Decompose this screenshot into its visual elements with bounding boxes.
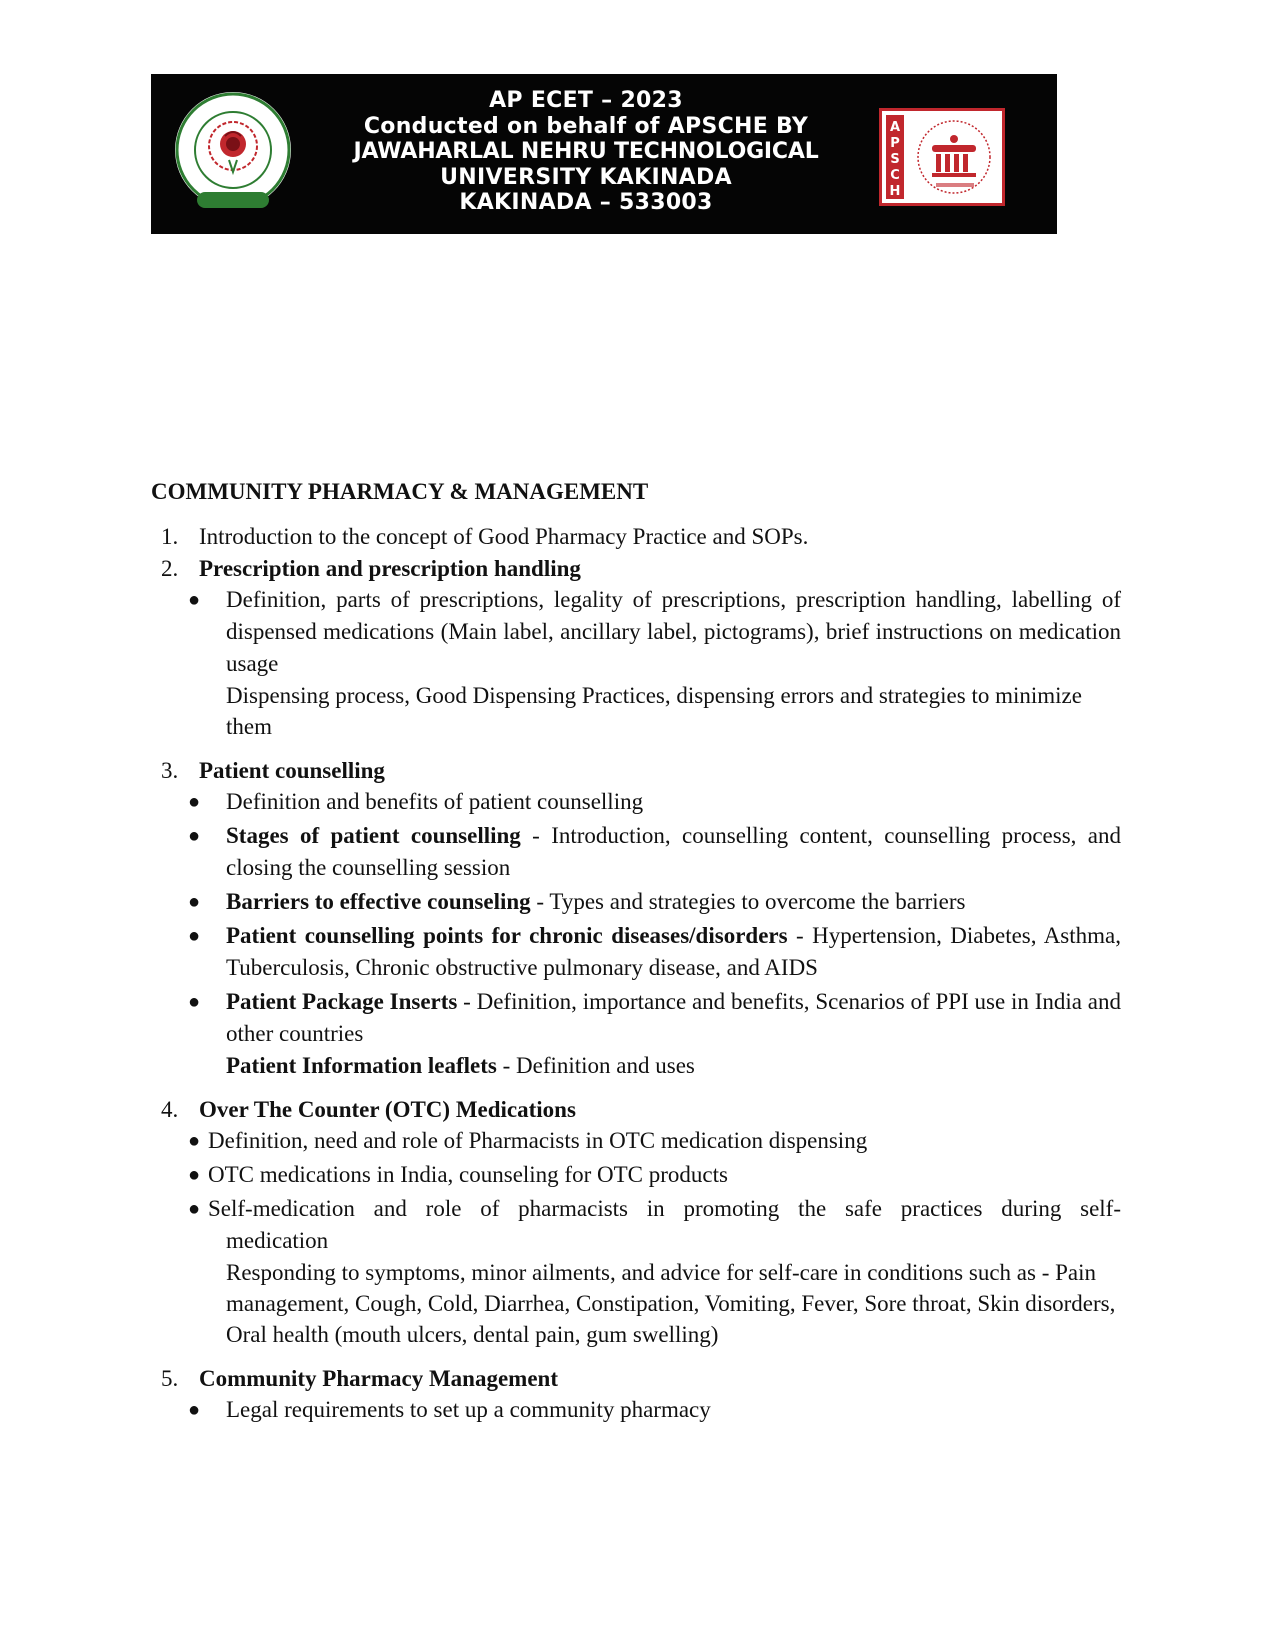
list-item: [151, 920, 1121, 984]
section-number: 3.: [161, 758, 179, 783]
apsche-logo: [879, 108, 1005, 206]
section-heading-text: Community Pharmacy Management: [199, 1366, 559, 1391]
bullet-icon: ●: [188, 1399, 201, 1421]
list-item-extra-text: - Definition and uses: [496, 1053, 695, 1078]
list-item: [151, 786, 1121, 818]
bullet-list: [151, 1125, 1121, 1350]
list-item-extra-bold-text: Patient Information leaflets: [226, 1053, 497, 1078]
section-heading: [151, 1095, 1121, 1125]
list-item: [151, 886, 1121, 918]
section-1: [151, 522, 1121, 552]
bullet-list: [151, 584, 1121, 742]
list-item-text: - Types and strategies to overcome the barriers: [530, 889, 966, 914]
header-banner: [151, 74, 1057, 234]
list-item-text: Definition, need and role of Pharmacists in OTC medication dispensing: [208, 1128, 868, 1153]
list-item-text: - Introduction, counselling content, counselling process, and closing the counselling session: [226, 823, 1121, 880]
list-item-bold-text: Patient counselling points for chronic diseases/disorders: [226, 923, 788, 948]
section-5: [151, 1364, 1121, 1426]
list-item-extra-text: Dispensing process, Good Dispensing Practices, dispensing errors and strategies to minimize them: [226, 683, 1082, 739]
section-heading: [151, 522, 1121, 552]
list-item-text: Definition, parts of prescriptions, legality of prescriptions, prescription handling, labelling of dispensed medications (Main label, ancillary label, pictograms), brief instructions on medication usage: [226, 587, 1121, 676]
section-heading-text: Introduction to the concept of Good Pharmacy Practice and SOPs.: [199, 524, 809, 549]
banner-line-conducted: Conducted on behalf of APSCHE BY: [363, 113, 809, 139]
syllabus-document: [151, 478, 1121, 1434]
bullet-icon: ●: [188, 589, 201, 611]
svg-text:A: A: [889, 120, 901, 135]
list-item: [151, 584, 1121, 742]
list-item-bold-text: Barriers to effective counseling: [226, 889, 531, 914]
bullet-icon: ●: [188, 991, 201, 1013]
list-item-text: - Hypertension, Diabetes, Asthma, Tuberculosis, Chronic obstructive pulmonary disease, and AIDS: [226, 923, 1121, 980]
section-heading-text: Patient counselling: [199, 758, 385, 783]
banner-line-university-2: UNIVERSITY KAKINADA: [440, 164, 732, 190]
section-number: 5.: [161, 1366, 179, 1391]
svg-text:C: C: [890, 168, 900, 183]
list-item-bold-text: Stages of patient counselling: [226, 823, 521, 848]
banner-title: [301, 88, 871, 216]
bullet-icon: ●: [188, 1164, 201, 1186]
list-item: [151, 1394, 1121, 1426]
section-heading-text: Prescription and prescription handling: [199, 556, 581, 581]
bullet-icon: ●: [188, 1198, 201, 1220]
svg-text:H: H: [889, 184, 901, 199]
list-item-extra-text: Responding to symptoms, minor ailments, and advice for self-care in conditions such as - Pain management, Cough, Cold, Diarrhea, Constipation, Vomiting, Fever, Sore throat, Skin disorders, Oral health (mouth ulcers, dental pain, gum swelling): [226, 1260, 1116, 1347]
list-item-extra: [226, 1050, 1121, 1081]
jntuk-seal-logo: [171, 88, 295, 218]
section-heading-text: Over The Counter (OTC) Medications: [199, 1097, 576, 1122]
bullet-icon: ●: [188, 1130, 201, 1152]
section-3: [151, 756, 1121, 1081]
list-item: [151, 1125, 1121, 1157]
section-heading: [151, 756, 1121, 786]
bullet-list: [151, 786, 1121, 1081]
list-item: [151, 820, 1121, 884]
list-item-text: Definition and benefits of patient counselling: [226, 789, 644, 814]
section-heading: [151, 1364, 1121, 1394]
banner-line-university-1: JAWAHARLAL NEHRU TECHNOLOGICAL: [353, 139, 819, 164]
bullet-icon: ●: [188, 791, 201, 813]
list-item-bold-text: Patient Package Inserts: [226, 989, 458, 1014]
svg-text:S: S: [890, 152, 900, 167]
banner-line-address: KAKINADA – 533003: [459, 190, 713, 215]
bullet-icon: ●: [188, 891, 201, 913]
list-item-text: Self-medication and role of pharmacists in promoting the safe practices during self-: [208, 1196, 1121, 1221]
section-number: 2.: [161, 556, 179, 581]
page-title: COMMUNITY PHARMACY & MANAGEMENT: [151, 479, 649, 504]
section-number: 4.: [161, 1097, 179, 1122]
section-2: [151, 554, 1121, 742]
list-item-text: Legal requirements to set up a community pharmacy: [226, 1397, 711, 1422]
bullet-icon: ●: [188, 825, 201, 847]
bullet-list: [151, 1394, 1121, 1426]
section-4: [151, 1095, 1121, 1350]
banner-line-exam: AP ECET – 2023: [489, 88, 683, 113]
list-item: [151, 1159, 1121, 1191]
section-heading: [151, 554, 1121, 584]
bullet-icon: ●: [188, 925, 201, 947]
list-item: [151, 1193, 1121, 1350]
list-item-text: OTC medications in India, counseling for OTC products: [208, 1162, 728, 1187]
list-item-text-continued: medication: [226, 1228, 329, 1253]
list-item: [151, 986, 1121, 1081]
section-number: 1.: [161, 524, 179, 549]
list-item-text: - Definition, importance and benefits, Scenarios of PPI use in India and other countries: [226, 989, 1121, 1046]
svg-text:P: P: [890, 136, 900, 151]
